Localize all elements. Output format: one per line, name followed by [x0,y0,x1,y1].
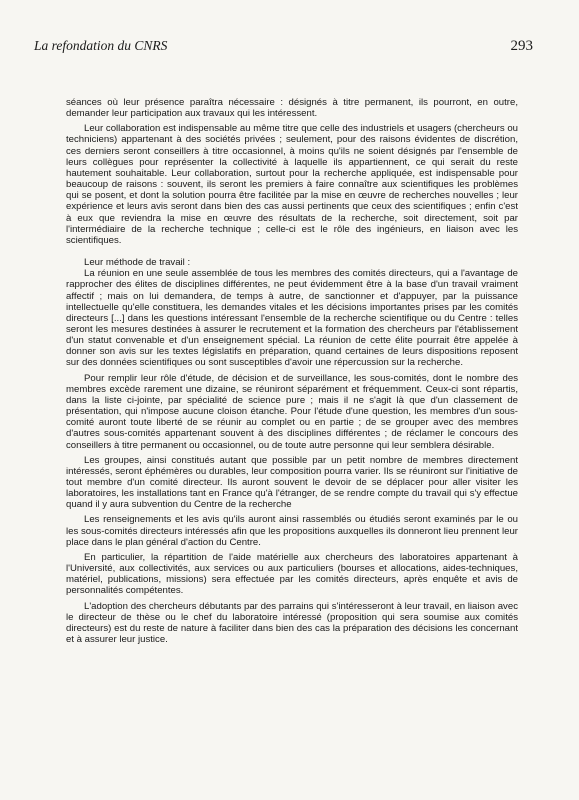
paragraph: La réunion en une seule assemblée de tous les membres des comités directeurs, qui a l'avantage de rapprocher des élites de disciplines différentes, ne peut évidemment être à la base d'un travail vraiment affectif ; mais on lui demandera, de temps à autre, de sanctionner et d'appuyer, par la puissance intellectuelle qu'elle constituera, les demandes vitales et les décisions importantes prises par les comités directeurs [...] dans les questions intéressant l'ensemble de la recherche scientifique ou du Centre : telles seront les mesures destinées à assurer le recrutement et la formation des chercheurs par l'établissement d'un statut convenable et d'un enseignement spécial. La réunion de cette élite pourrait être appelée à donner son avis sur les textes législatifs en préparation, quand certaines de leurs dispositions reposent sur des données scientifiques ou sont susceptibles d'avoir une répercussion sur la recherche. [66,268,518,369]
body-text [66,97,518,649]
paragraph: Les groupes, ainsi constitués autant que possible par un petit nombre de membres directement intéressés, seront éphémères ou durables, leur composition pourra varier. Ils se réuniront sur l'initiative de tout membre d'un comité directeur. Ils auront souvent le devoir de se déplacer pour aller visiter les laboratoires, les installations tant en France qu'à l'étranger, de se rendre compte du travail qui s'y effectue quand il y aura subvention du Centre de la recherche [66,454,518,511]
paragraph: Pour remplir leur rôle d'étude, de décision et de surveillance, les sous-comités, dont le nombre des membres excède rarement une dizaine, se réuniront séparément et fréquemment. Ceux-ci sont répartis, dans la liste ci-jointe, par spécialité de science pure ; mais il ne s'agit là que d'un classement de présentation, qui n'impose aucune cloison étanche. Pour l'étude d'une question, les membres d'un sous-comité auront toute liberté de se réunir au complet ou en partie ; de se grouper avec des membres d'autres sous-comités appartenant souvent à des disciplines différentes ; de réclamer le concours des conseillers à titre permanent ou occasionnel, ou de toute autre personne qui leur semblera désirable. [66,372,518,451]
paragraph: En particulier, la répartition de l'aide matérielle aux chercheurs des laboratoires appartenant à l'Université, aux collectivités, aux services ou aux particuliers (bourses et allocations, aides-techniques, matériel, publications, missions) sera effectuée par les comités directeurs, après enquête et avis de personnalités compétentes. [66,551,518,597]
running-title: La refondation du CNRS [34,38,168,53]
paragraph: Leur collaboration est indispensable au même titre que celle des industriels et usagers (chercheurs ou techniciens) appartenant à des sociétés privées ; seulement, pour des raisons évidentes de discrétion, ces derniers seront conseillers à titre occasionnel, à moins qu'ils ne soient désignés par l'ensemble de leurs collègues pour représenter la collectivité à laquelle ils appartiennent, ce qui serait du reste hautement souhaitable. Leur collaboration, surtout pour la recherche appliquée, est indispensable pour beaucoup de raisons : souvent, ils seront les premiers à faire connaître aux scientifiques les problèmes qui se posent, et dont la solution pourra être facilitée par la mise en œuvre de recherches nouvelles ; leur expérience et leurs avis seront dans bien des cas aussi pertinents que ceux des scientifiques ; enfin c'est à eux que reviendra la mise en œuvre des résultats de la recherche, soit directement, soit par l'intermédiaire de la recherche technique ; celle-ci est le rôle des ingénieurs, en liaison avec les scientifiques. [66,123,518,246]
page-number: 293 [510,38,533,54]
paragraph-continuation: séances où leur présence paraîtra nécessaire : désignés à titre permanent, ils pourront, en outre, demander leur participation aux travaux qui les intéressent. [66,97,518,120]
paragraph: L'adoption des chercheurs débutants par des parrains qui s'intéresseront à leur travail, en liaison avec le directeur de thèse ou le chef du laboratoire intéressé (proposition qui sera soumise aux comités directeurs) est du reste de nature à faciliter dans bien des cas la préparation des décisions les concernant et à assurer leur justice. [66,600,518,646]
paragraph: Les renseignements et les avis qu'ils auront ainsi rassemblés ou étudiés seront examinés par le ou les sous-comités directeurs intéressés afin que les propositions auxquelles ils donneront lieu prennent leur place dans le plan général d'action du Centre. [66,514,518,548]
running-header [34,38,533,54]
section-subheading: Leur méthode de travail : [84,257,191,269]
